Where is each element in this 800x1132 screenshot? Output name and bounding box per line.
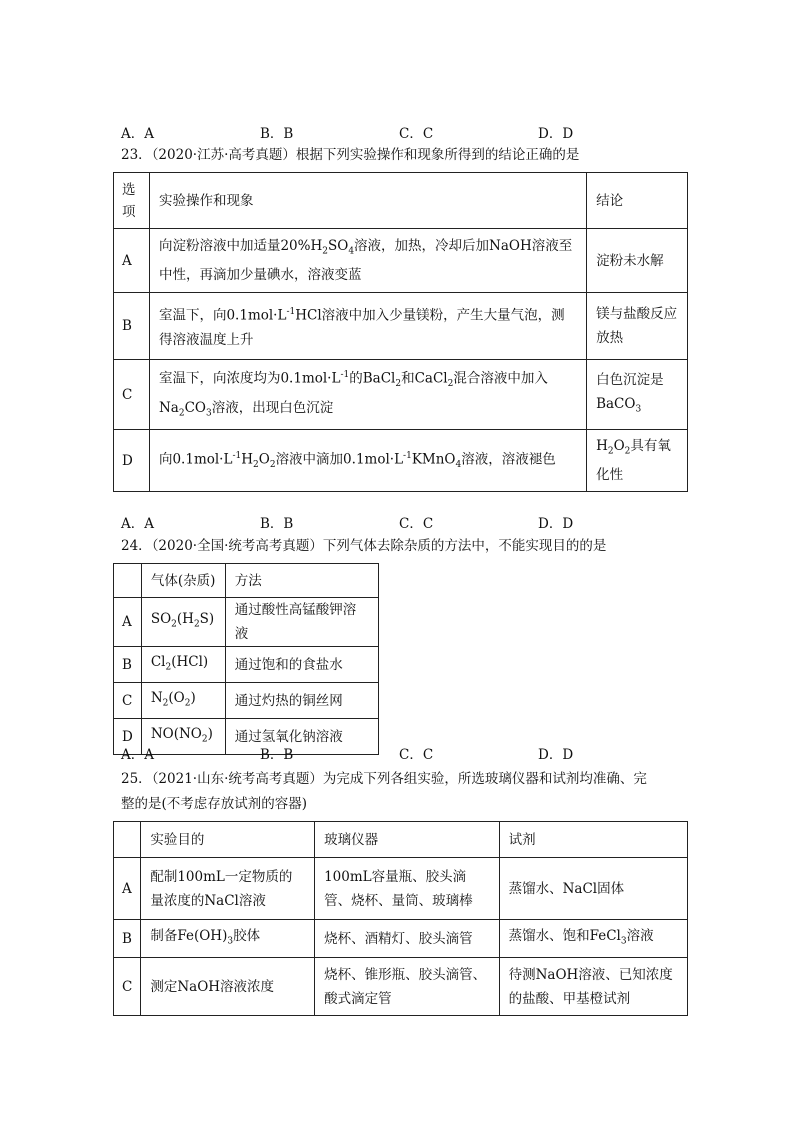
row-key: A [114, 858, 141, 920]
option-a: A．A [121, 516, 154, 532]
table-row [114, 920, 688, 958]
table-row [114, 958, 688, 1016]
q25-stem [121, 770, 647, 788]
row-key: C [114, 360, 150, 430]
row-key: B [114, 293, 150, 360]
table-row [114, 858, 688, 920]
header-purpose: 实验目的 [141, 822, 315, 858]
header-method: 方法 [225, 564, 378, 598]
option-d: D．D [538, 747, 574, 763]
row-reagent: 蒸馏水、饱和FeCl$_3$溶液 [499, 920, 687, 958]
row-glassware: 烧杯、锥形瓶、胶头滴管、酸式滴定管 [315, 958, 500, 1016]
q23-table [113, 172, 688, 492]
q24-table [113, 563, 379, 755]
table-row [114, 360, 688, 430]
header-conclusion: 结论 [587, 173, 688, 229]
question-text: 根据下列实验操作和现象所得到的结论正确的是 [295, 147, 580, 163]
option-d: D．D [538, 126, 574, 142]
row-key: A [114, 229, 150, 293]
q24-stem [121, 537, 606, 555]
option-b: B．B [260, 126, 294, 142]
header-blank [114, 822, 141, 858]
header-option: 选项 [114, 173, 150, 229]
row-gas: $N_2(O_2)$ [141, 683, 225, 719]
row-conclusion: 白色沉淀是BaCO$_3$ [587, 360, 688, 430]
question-number: 23． [121, 147, 152, 163]
header-operation: 实验操作和现象 [149, 173, 586, 229]
question-text: 下列气体去除杂质的方法中，不能实现目的的是 [322, 538, 607, 554]
row-conclusion: $H_2O_2$具有氧化性 [587, 430, 688, 492]
row-operation: 向$0.1mol\cdot L^{-1}H_2O_2$溶液中滴加$0.1mol\cdot L^{-1}KMnO_4$溶液，溶液褪色 [149, 430, 586, 492]
table-header-row [114, 173, 688, 229]
header-gas: 气体(杂质) [141, 564, 225, 598]
option-a: A．A [121, 126, 154, 142]
option-b: B．B [260, 747, 294, 763]
row-method: 通过酸性高锰酸钾溶液 [225, 598, 378, 647]
row-gas: $SO_2(H_2S)$ [141, 598, 225, 647]
option-c: C．C [399, 126, 434, 142]
table-row [114, 598, 379, 647]
row-method: 通过灼热的铜丝网 [225, 683, 378, 719]
row-glassware: 烧杯、酒精灯、胶头滴管 [315, 920, 500, 958]
row-gas: $NO(NO_2)$ [141, 719, 225, 755]
option-a: A．A [121, 747, 154, 763]
row-purpose: 配制100mL一定物质的量浓度的NaCl溶液 [141, 858, 315, 920]
row-key: B [114, 920, 141, 958]
row-reagent: 待测NaOH溶液、已知浓度的盐酸、甲基橙试剂 [499, 958, 687, 1016]
table-row [114, 430, 688, 492]
row-glassware: 100mL容量瓶、胶头滴管、烧杯、量筒、玻璃棒 [315, 858, 500, 920]
question-source: （2020·全国·统考高考真题） [151, 538, 323, 554]
table-row [114, 229, 688, 293]
header-reagent: 试剂 [499, 822, 687, 858]
row-key: A [114, 598, 142, 647]
row-purpose: 测定NaOH溶液浓度 [141, 958, 315, 1016]
question-number: 25． [121, 771, 152, 787]
q23-stem [121, 146, 579, 164]
q25-table [113, 821, 688, 1016]
table-header-row [114, 822, 688, 858]
question-number: 24． [121, 538, 152, 554]
row-reagent: 蒸馏水、NaCl固体 [499, 858, 687, 920]
q23-options [121, 512, 677, 532]
question-source: （2020·江苏·高考真题） [151, 147, 296, 163]
row-conclusion: 淀粉未水解 [587, 229, 688, 293]
option-c: C．C [399, 747, 434, 763]
option-b: B．B [260, 516, 294, 532]
row-gas: $Cl_2(HCl)$ [141, 647, 225, 683]
row-key: C [114, 958, 141, 1016]
row-key: D [114, 719, 142, 755]
row-key: C [114, 683, 142, 719]
table-row [114, 683, 379, 719]
row-purpose: 制备$Fe(OH)_3$胶体 [141, 920, 315, 958]
row-operation: 室温下，向浓度均为$0.1mol\cdot L^{-1}$的BaCl$_2$和CaCl$_2$混合溶液中加入$Na_2CO_3$溶液，出现白色沉淀 [149, 360, 586, 430]
option-c: C．C [399, 516, 434, 532]
table-header-row [114, 564, 379, 598]
option-d: D．D [538, 516, 574, 532]
header-blank [114, 564, 142, 598]
row-conclusion: 镁与盐酸反应放热 [587, 293, 688, 360]
row-operation: 室温下，向$0.1mol\cdot L^{-1}HCl$溶液中加入少量镁粉，产生大量气泡，测得溶液温度上升 [149, 293, 586, 360]
table-row [114, 293, 688, 360]
row-operation: 向淀粉溶液中加适量$20\%H_2SO_4$溶液，加热，冷却后加NaOH溶液至中性，再滴加少量碘水，溶液变蓝 [149, 229, 586, 293]
table-row [114, 647, 379, 683]
row-key: D [114, 430, 150, 492]
row-method: 通过饱和的食盐水 [225, 647, 378, 683]
question-source: （2021·山东·统考高考真题） [151, 771, 323, 787]
header-glassware: 玻璃仪器 [315, 822, 500, 858]
row-method: 通过氢氧化钠溶液 [225, 719, 378, 755]
q22-options [121, 122, 677, 142]
q24-options [121, 743, 677, 763]
q25-stem-line2: 整的是(不考虑存放试剂的容器) [121, 796, 308, 812]
question-text-line1: 为完成下列各组实验，所选玻璃仪器和试剂均准确、完 [322, 771, 647, 787]
row-key: B [114, 647, 142, 683]
